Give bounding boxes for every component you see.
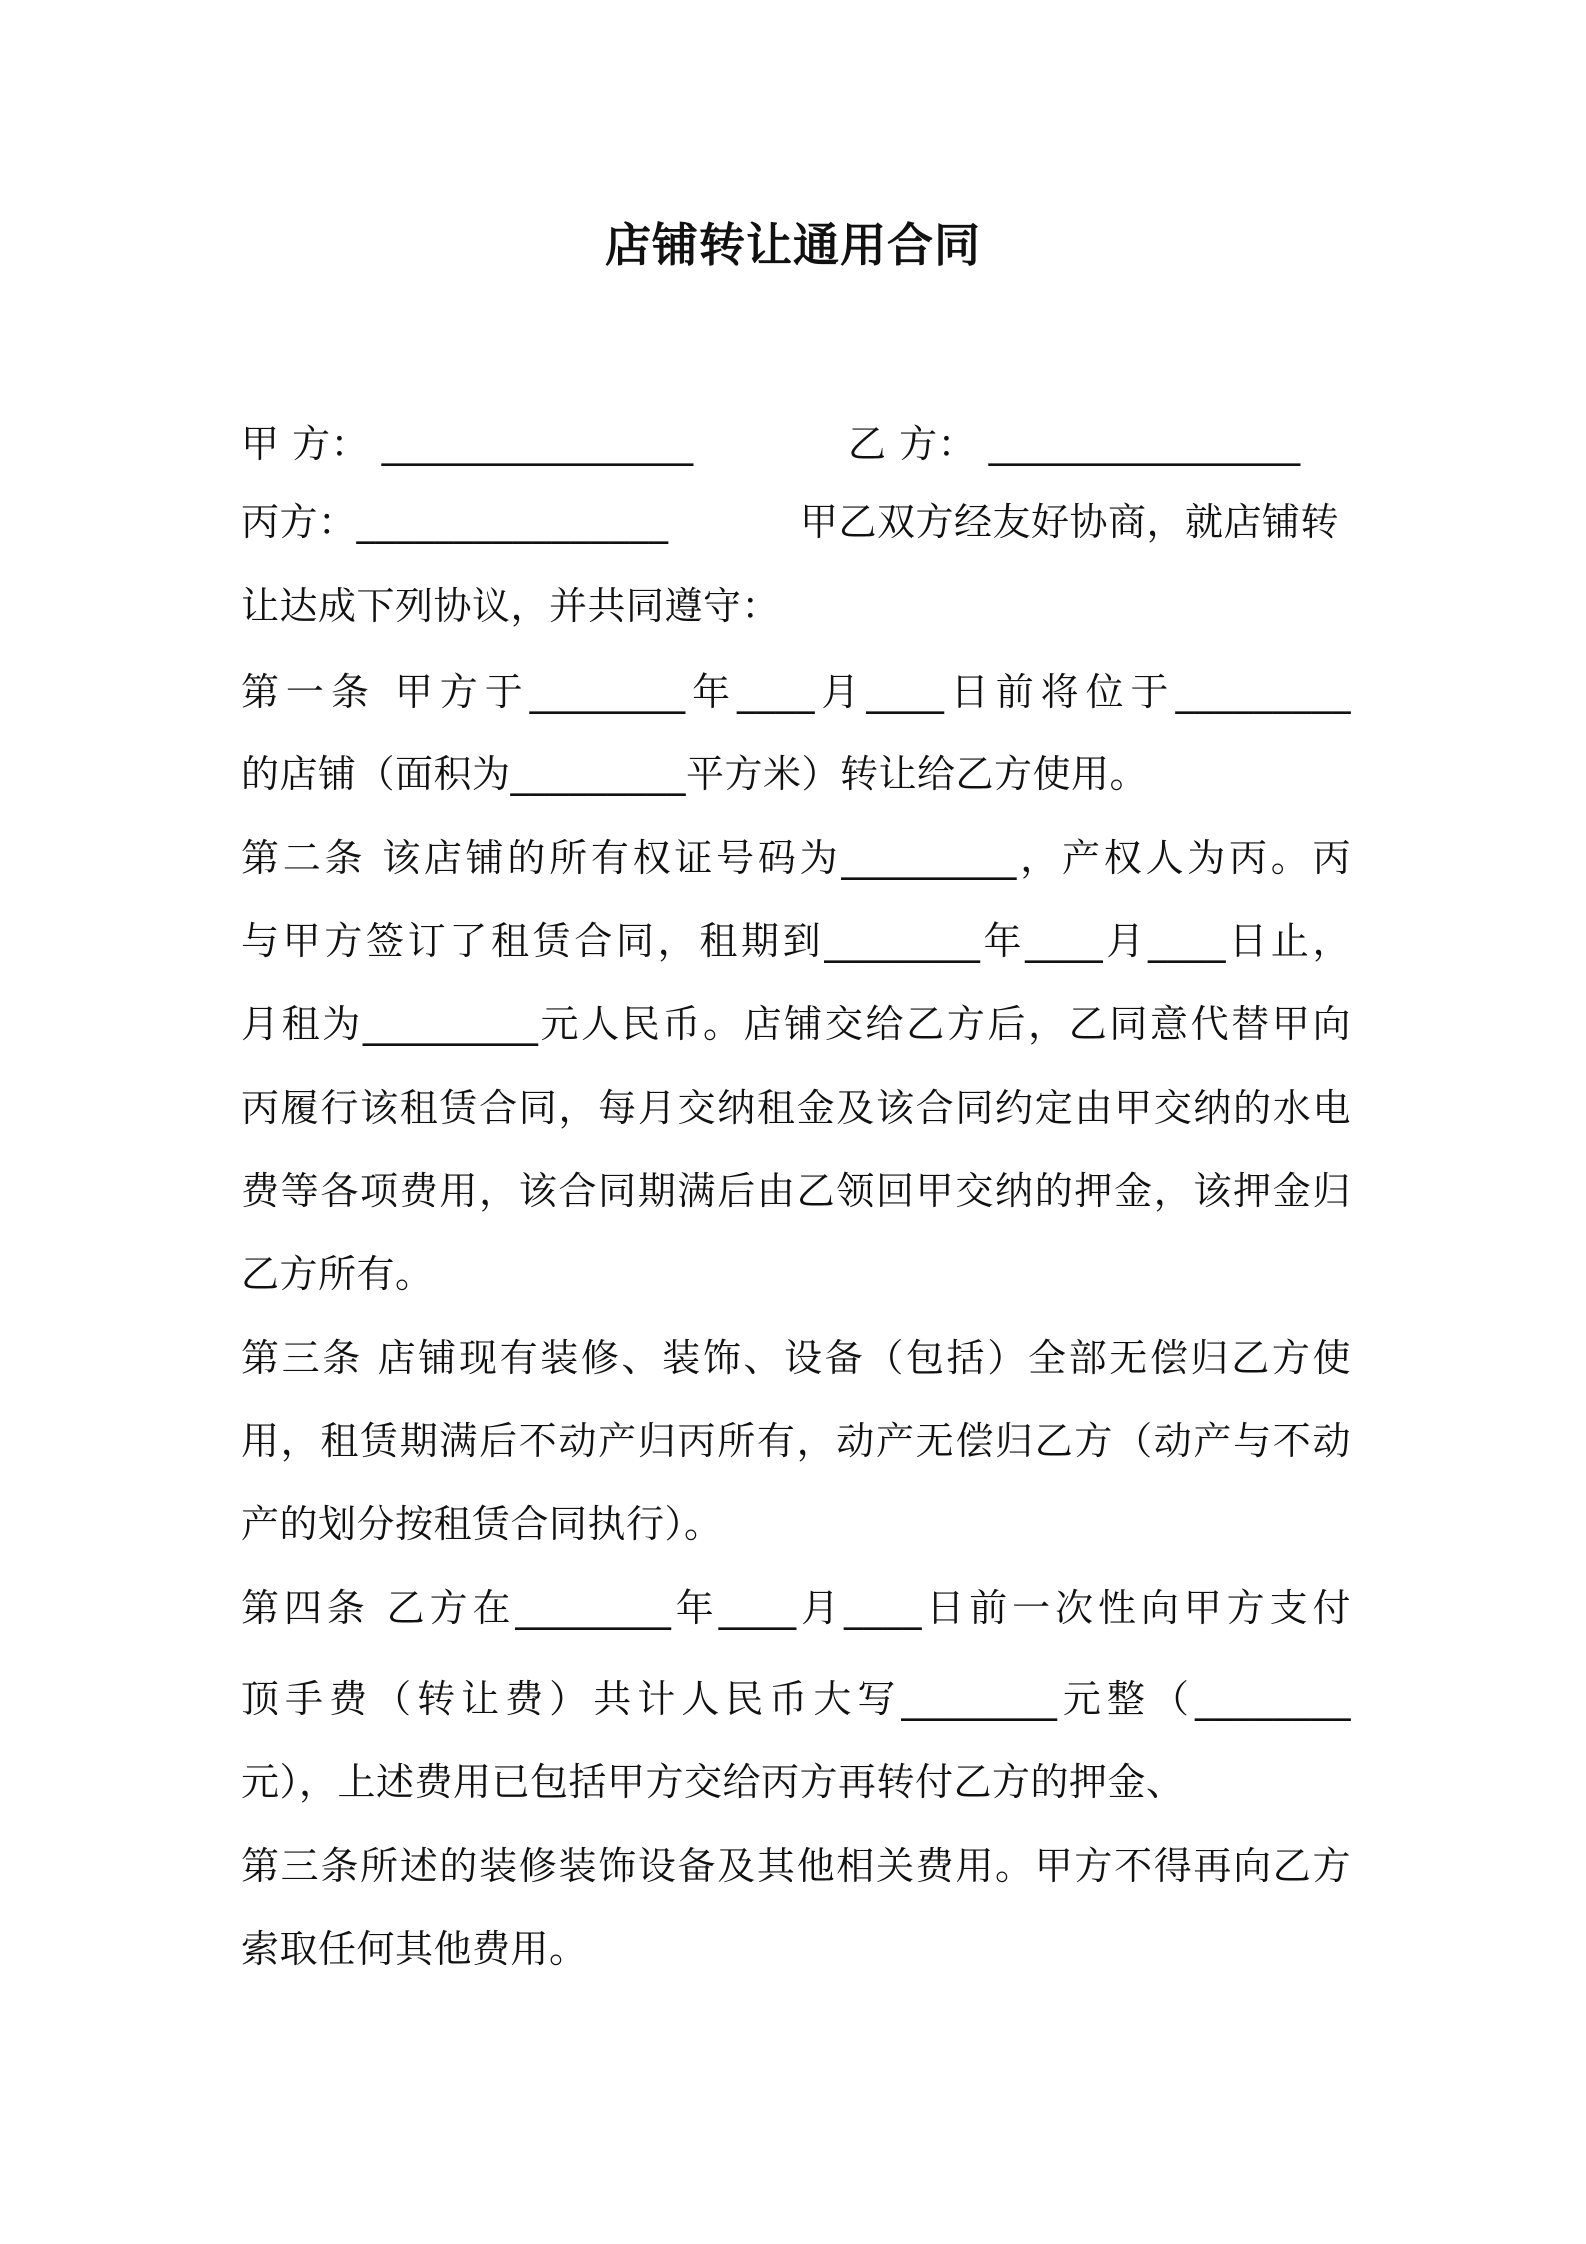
intro-text-continued: 让达成下列协议，并共同遵守： bbox=[241, 584, 781, 628]
clause-2-line-6: 乙方所有。 bbox=[241, 1252, 434, 1296]
clause-3-line-3: 产的划分按租赁合同执行）。 bbox=[241, 1502, 723, 1546]
clause-3-line-1: 第三条 店铺现有装修、装饰、设备（包括）全部无偿归乙方使 bbox=[241, 1336, 1351, 1380]
clause-3-line-2: 用，租赁期满后不动产归丙所有，动产无偿归乙方（动产与不动 bbox=[241, 1419, 1351, 1463]
clause-2-line-4: 丙履行该租赁合同，每月交纳租金及该合同约定由甲交纳的水电 bbox=[241, 1086, 1351, 1130]
clause-1-line-2: 的店铺（面积为_________平方米）转让给乙方使用。 bbox=[241, 752, 1149, 796]
party-b-field: 乙 方： ________________ bbox=[848, 422, 1301, 466]
clause-4-line-5: 索取任何其他费用。 bbox=[241, 1927, 588, 1971]
clause-2-line-1: 第二条 该店铺的所有权证号码为_________，产权人为丙。丙 bbox=[241, 836, 1351, 880]
clause-1-line-1: 第一条 甲方于________年____月____日前将位于_________ bbox=[241, 670, 1351, 714]
party-a-field: 甲 方： ________________ bbox=[241, 422, 694, 466]
intro-text: 甲乙双方经友好协商，就店铺转 bbox=[800, 500, 1340, 544]
clause-4-line-4: 第三条所述的装修装饰设备及其他相关费用。甲方不得再向乙方 bbox=[241, 1844, 1351, 1888]
clause-4-line-3: 元），上述费用已包括甲方交给丙方再转付乙方的押金、 bbox=[241, 1760, 1185, 1804]
clause-2-line-3: 月租为_________元人民币。店铺交给乙方后，乙同意代替甲向 bbox=[241, 1002, 1351, 1046]
clause-4-line-2: 顶手费（转让费）共计人民币大写________元整（________ bbox=[241, 1677, 1351, 1721]
clause-4-line-1: 第四条 乙方在________年____月____日前一次性向甲方支付 bbox=[241, 1586, 1351, 1630]
party-c-field: 丙方：________________ bbox=[241, 500, 669, 544]
document-title: 店铺转让通用合同 bbox=[605, 218, 981, 272]
clause-2-line-5: 费等各项费用，该合同期满后由乙领回甲交纳的押金，该押金归 bbox=[241, 1169, 1351, 1213]
clause-2-line-2: 与甲方签订了租赁合同，租期到________年____月____日止， bbox=[241, 919, 1351, 963]
